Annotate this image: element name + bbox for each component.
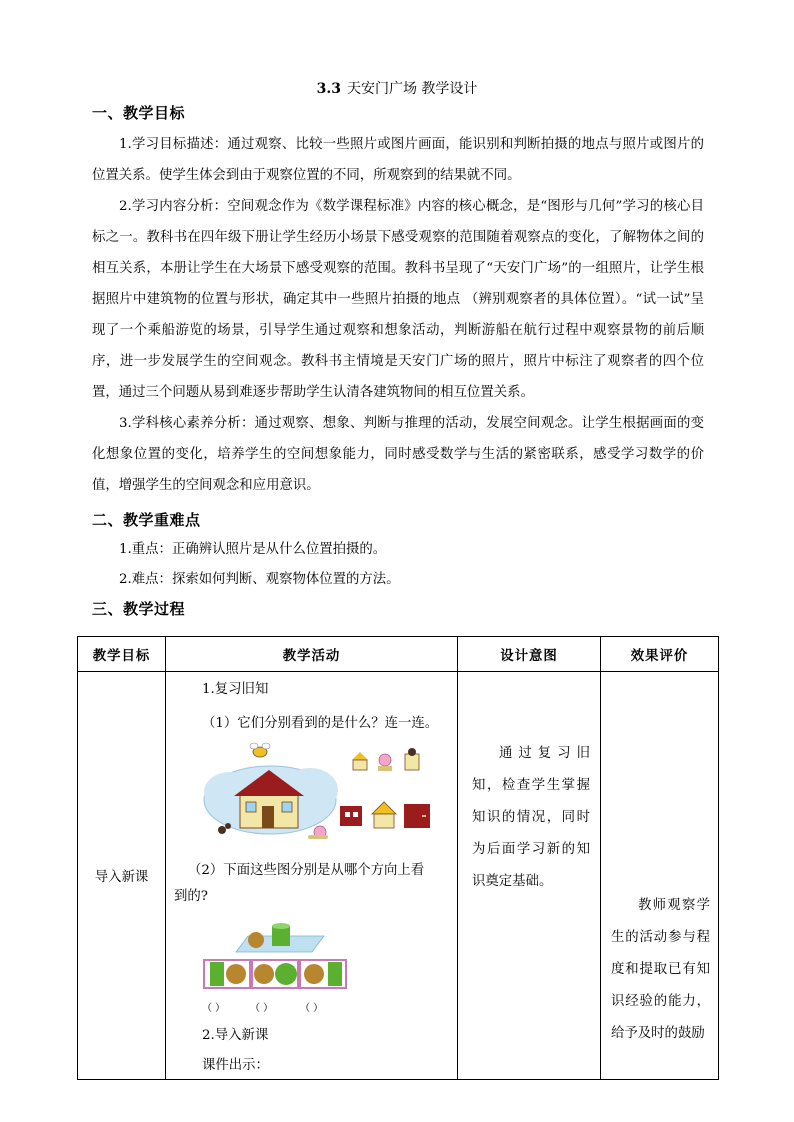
teaching-process-table: [77, 636, 719, 1080]
section2-heading: 二、教学重难点: [92, 511, 201, 529]
title-number: 3.3: [316, 81, 341, 97]
document-title: [0, 78, 794, 98]
title-text: 天安门广场 教学设计: [346, 81, 478, 97]
evaluation-text: 教师观察学生的活动参与程度和提取已有知识经验的能力，给予及时的鼓励: [611, 898, 710, 1041]
view-option-5: [372, 802, 396, 828]
activity-cell: [166, 672, 458, 1080]
side-view: [300, 960, 346, 988]
view-option-1: [352, 752, 368, 770]
front-view: [204, 960, 250, 988]
view-option-4: [340, 806, 362, 826]
intent-cell: [458, 672, 601, 1080]
intro-step: 2.导入新课: [202, 1028, 269, 1043]
goal-cell: [78, 672, 166, 1080]
header-activity: 教学活动: [166, 637, 458, 672]
answer-blank-3[interactable]: （ ）: [300, 1003, 324, 1014]
answer-blank-1[interactable]: （ ）: [202, 1003, 226, 1014]
bee-icon: [250, 743, 270, 757]
question-1: （1）它们分别看到的是什么？连一连。: [202, 716, 439, 731]
goal-text: 导入新课: [94, 870, 149, 885]
intent-text: 通过复习旧知，检查学生掌握知识的情况，同时为后面学习新的知识奠定基础。: [472, 746, 590, 889]
evaluation-cell: [601, 672, 719, 1080]
activity-content: [166, 672, 457, 1079]
review-step: 1.复习旧知: [202, 682, 269, 697]
table-row: [78, 672, 719, 1080]
difficult-point: 2.难点：探索如何判断、观察物体位置的方法。: [119, 572, 400, 587]
header-intent: 设计意图: [458, 637, 601, 672]
question-2-line-1: （2）下面这些图分别是从哪个方向上看: [188, 863, 425, 878]
question-2-line-2: 到的?: [174, 889, 208, 904]
top-view: [252, 960, 298, 988]
section3-heading: 三、教学过程: [92, 600, 186, 618]
matching-illustration: [200, 740, 430, 844]
header-evaluation: 效果评价: [601, 637, 719, 672]
key-point: 1.重点：正确辨认照片是从什么位置拍摄的。: [119, 542, 387, 557]
view-option-3: [405, 748, 419, 770]
section1-heading: 一、教学目标: [92, 104, 186, 122]
goal-paragraph-2: 2.学习内容分析：空间观念作为《数学课程标准》内容的核心概念，是“图形与几何”学习的核心目标之一。教科书在四年级下册让学生经历小场景下感受观察的范围随着观察点的变化，了解物体之间的相互关系，本册让学生在大场景下感受观察的范围。教科书呈现了“天安门广场”的一组照片，让学生根据照片中建筑物的位置与形状，确定其中一些照片拍摄的地点 （辨别观察者的具体位置）。“试一试”呈现了一个乘船游览的场景，引导学生通过观察和想象活动，判断游船在航行过程中观察景物的前后顺序，进一步发展学生的空间观念。教科书主情境是天安门广场的照片，照片中标注了观察者的四个位置，通过三个问题从易到难逐步帮助学生认清各建筑物间的相互位置关系。: [92, 199, 704, 400]
goal-paragraph-3: 3.学科核心素养分析：通过观察、想象、判断与推理的活动，发展空间观念。让学生根据画面的变化想象位置的变化，培养学生的空间想象能力，同时感受数学与生活的紧密联系，感受学习数学的价值，增强学生的空间观念和应用意识。: [92, 416, 704, 493]
courseware-label: 课件出示：: [202, 1058, 269, 1073]
table-header-row: [78, 637, 719, 672]
snail-icon: [308, 826, 328, 839]
answer-blank-2[interactable]: （ ）: [250, 1003, 274, 1014]
view-option-6: [404, 804, 430, 828]
goal-paragraph-1: 1.学习目标描述：通过观察、比较一些照片或图片画面，能识别和判断拍摄的地点与照片或图片的位置关系。使学生体会到由于观察位置的不同，所观察到的结果就不同。: [92, 137, 704, 183]
three-views-illustration: [200, 918, 350, 996]
view-option-2: [378, 754, 392, 771]
header-goal: 教学目标: [78, 637, 166, 672]
perspective-objects: [236, 923, 324, 952]
